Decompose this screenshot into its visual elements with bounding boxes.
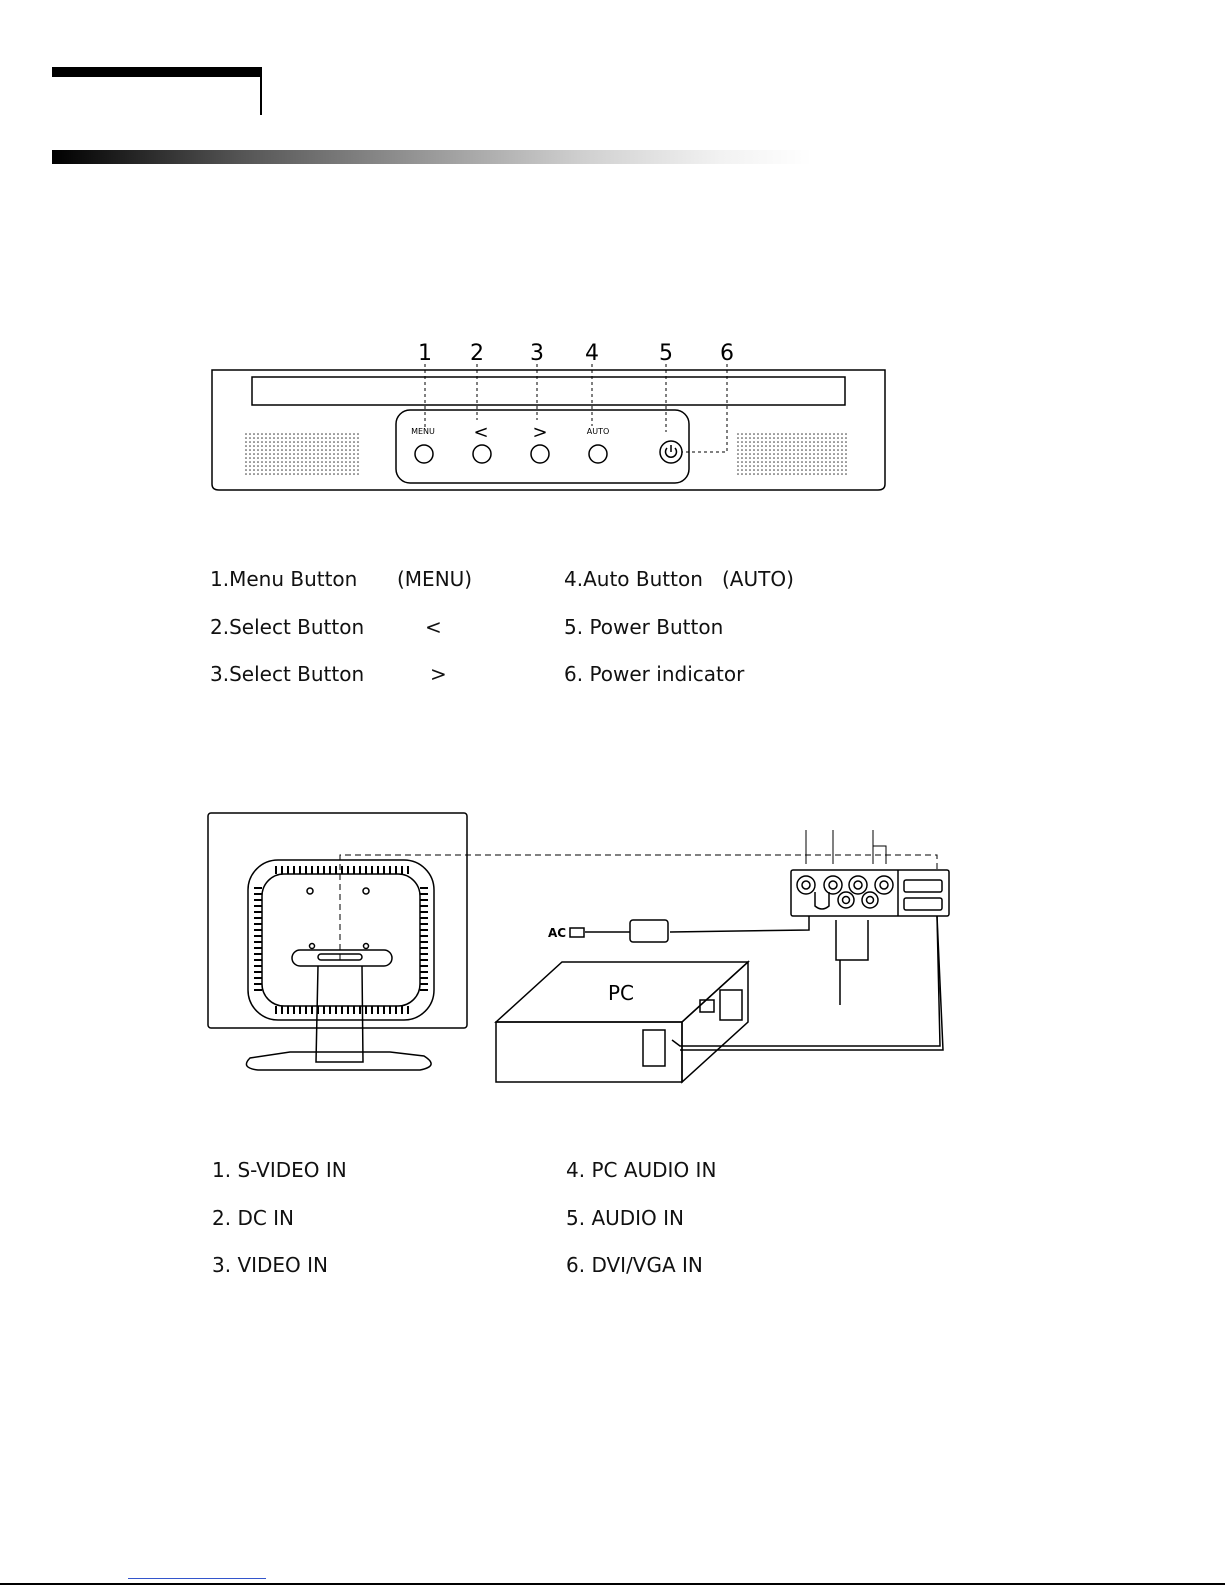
callout-4: 4 [585,341,599,366]
callout-5: 5 [659,341,673,366]
rear-legend-item-2: 2. DC IN [212,1206,295,1230]
legend-item-3: 3.Select Button > [210,662,447,686]
callout-2: 2 [470,341,484,366]
legend-item-2: 2.Select Button < [210,615,442,639]
footer-link-underline [128,1578,266,1579]
rear-legend-item-6: 6. DVI/VGA IN [566,1253,703,1277]
pc-label: PC [608,981,635,1005]
cables [670,916,943,1050]
speaker-grille-left [243,433,361,477]
connector-panel [791,870,949,916]
auto-button-label: AUTO [586,427,610,436]
callout-3: 3 [530,341,544,366]
callout-6: 6 [720,341,734,366]
legend-item-4: 4.Auto Button (AUTO) [564,567,794,591]
rear-connection-diagram [0,800,1225,1100]
right-button-label: > [532,422,548,443]
menu-button[interactable] [415,445,433,463]
ac-label: AC [548,926,567,940]
rear-legend-item-1: 1. S-VIDEO IN [212,1158,347,1182]
legend-item-6: 6. Power indicator [564,662,745,686]
ac-adapter [570,920,668,942]
rear-legend-item-4: 4. PC AUDIO IN [566,1158,717,1182]
header-block [52,67,262,77]
speaker-grille-right [735,433,849,477]
menu-button-label: MENU [411,427,435,436]
front-panel-diagram [0,330,1225,500]
screen-edge [252,377,845,405]
left-button-label: < [473,422,489,443]
legend-item-1: 1.Menu Button (MENU) [210,567,473,591]
rear-legend-item-5: 5. AUDIO IN [566,1206,685,1230]
pc-case [496,962,748,1082]
select-right-button[interactable] [531,445,549,463]
auto-button[interactable] [589,445,607,463]
power-button[interactable] [660,441,682,463]
rear-legend-item-3: 3. VIDEO IN [212,1253,329,1277]
header-divider [260,67,262,115]
callout-1: 1 [418,341,432,366]
legend-item-5: 5. Power Button [564,615,724,639]
monitor-rear [208,813,467,1070]
connector-callouts [806,830,886,864]
select-left-button[interactable] [473,445,491,463]
header-gradient-bar [52,150,812,164]
